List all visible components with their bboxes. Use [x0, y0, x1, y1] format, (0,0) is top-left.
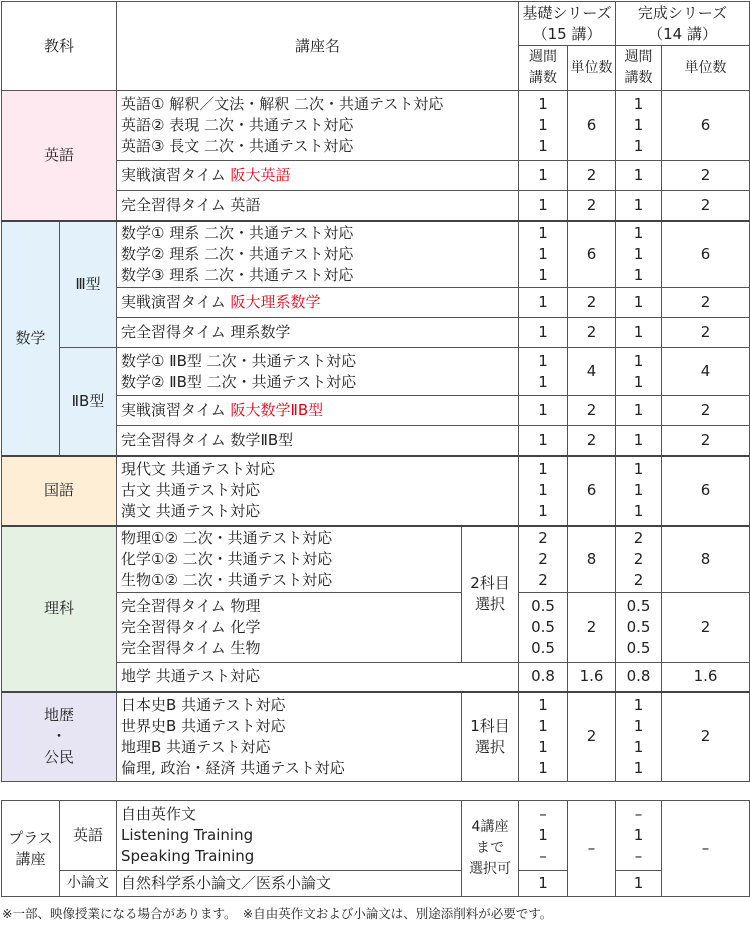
value-cell: 1 [616, 426, 662, 456]
value-cell: – [568, 801, 616, 897]
header-basic-units: 単位数 [568, 46, 616, 91]
value-cell: 2 [568, 288, 616, 318]
value-cell: 1 [616, 191, 662, 221]
value-cell: 1 [519, 288, 568, 318]
social-courses: 日本史B 共通テスト対応 世界史B 共通テスト対応 地理B 共通テスト対応 倫理, 政治・経済 共通テスト対応 [117, 692, 462, 782]
plus-essay-label: 小論文 [60, 871, 117, 897]
value-cell: 2 [662, 426, 750, 456]
science-g1-basic-weekly: 2 2 2 [519, 526, 568, 593]
value-cell: 1 [519, 318, 568, 348]
science-g1-complete-weekly: 2 2 2 [616, 526, 662, 593]
footnote: ※一部、映像授業になる場合があります。 ※自由英作文および小論文は、別途添削料が必要です。 [2, 906, 553, 921]
value-cell: 4 [568, 348, 616, 396]
value-cell: 1 [616, 318, 662, 348]
social-select-note: 1科目 選択 [462, 692, 519, 782]
value-cell: 2 [568, 191, 616, 221]
subject-english: 英語 [2, 91, 117, 221]
plus-essay-name: 自然科学系小論文／医系小論文 [117, 871, 462, 897]
value-cell: 2 [568, 396, 616, 426]
value-cell: 1 [519, 426, 568, 456]
value-cell: 2 [662, 161, 750, 191]
subject-science: 理科 [2, 526, 117, 692]
japanese-basic-weekly: 1 1 1 [519, 456, 568, 526]
value-cell: 2 [568, 593, 616, 663]
value-cell: 1 [519, 191, 568, 221]
value-cell: 1 [519, 871, 568, 897]
math3-mastery: 完全習得タイム 理系数学 [117, 318, 519, 348]
value-cell: 6 [568, 456, 616, 526]
math3-complete-weekly: 1 1 1 [616, 221, 662, 288]
science-group1-courses: 物理①② 二次・共通テスト対応 化学①② 二次・共通テスト対応 生物①② 二次・共通テスト対応 [117, 526, 462, 593]
value-cell: 1.6 [568, 663, 616, 692]
math3-basic-weekly: 1 1 1 [519, 221, 568, 288]
math2b-courses: 数学① ⅡB型 二次・共通テスト対応 数学② ⅡB型 二次・共通テスト対応 [117, 348, 519, 396]
header-course-name: 講座名 [117, 2, 519, 91]
subject-social: 地歴 ・ 公民 [2, 692, 117, 782]
plus-english-complete-weekly: – 1 – [616, 801, 662, 871]
science-group2-courses: 完全習得タイム 物理 完全習得タイム 化学 完全習得タイム 生物 [117, 593, 462, 663]
japanese-complete-weekly: 1 1 1 [616, 456, 662, 526]
value-cell: 8 [568, 526, 616, 593]
english-complete-weekly: 1 1 1 [616, 91, 662, 161]
science-select-note: 2科目 選択 [462, 526, 519, 663]
english-basic-units: 6 [568, 91, 616, 161]
plus-label: プラス 講座 [2, 801, 60, 897]
plus-english-basic-weekly: – 1 – [519, 801, 568, 871]
plus-select-note: 4講座 まで 選択可 [462, 801, 519, 897]
value-cell: 1 [616, 288, 662, 318]
value-cell: 1.6 [662, 663, 750, 692]
value-cell: 2 [568, 426, 616, 456]
plus-course-table [1, 800, 750, 897]
value-cell: 2 [662, 593, 750, 663]
value-cell: 2 [662, 396, 750, 426]
value-cell: 1 [616, 396, 662, 426]
math2b-complete-weekly: 1 1 [616, 348, 662, 396]
value-cell: 8 [662, 526, 750, 593]
value-cell: 2 [662, 318, 750, 348]
value-cell: – [662, 801, 750, 897]
value-cell: 6 [662, 456, 750, 526]
header-basic-series: 基礎シリーズ （15 講） [519, 2, 616, 46]
science-g2-complete-weekly: 0.5 0.5 0.5 [616, 593, 662, 663]
value-cell: 2 [568, 692, 616, 782]
value-cell: 2 [662, 191, 750, 221]
value-cell: 2 [568, 161, 616, 191]
social-complete-weekly: 1 1 1 1 [616, 692, 662, 782]
english-complete-units: 6 [662, 91, 750, 161]
value-cell: 6 [662, 221, 750, 288]
english-practice: 実戦演習タイム 阪大英語 [117, 161, 519, 191]
math-type2b-label: ⅡB型 [60, 348, 117, 456]
value-cell: 1 [519, 396, 568, 426]
subject-math: 数学 [2, 221, 60, 456]
header-complete-weekly: 週間 講数 [616, 46, 662, 91]
value-cell: 2 [662, 288, 750, 318]
plus-english-label: 英語 [60, 801, 117, 871]
math2b-basic-weekly: 1 1 [519, 348, 568, 396]
course-table [1, 1, 750, 782]
math-type3-label: Ⅲ型 [60, 221, 117, 348]
english-basic-weekly: 1 1 1 [519, 91, 568, 161]
science-geo: 地学 共通テスト対応 [117, 663, 519, 692]
header-complete-units: 単位数 [662, 46, 750, 91]
value-cell: 0.8 [519, 663, 568, 692]
value-cell: 0.8 [616, 663, 662, 692]
english-courses: 英語① 解釈／文法・解釈 二次・共通テスト対応 英語② 表現 二次・共通テスト対応 英語③ 長文 二次・共通テスト対応 [117, 91, 519, 161]
math2b-mastery: 完全習得タイム 数学ⅡB型 [117, 426, 519, 456]
japanese-courses: 現代文 共通テスト対応 古文 共通テスト対応 漢文 共通テスト対応 [117, 456, 519, 526]
plus-english-courses: 自由英作文 Listening Training Speaking Training [117, 801, 462, 871]
header-complete-series: 完成シリーズ （14 講） [616, 2, 750, 46]
math3-practice: 実戦演習タイム 阪大理系数学 [117, 288, 519, 318]
value-cell: 4 [662, 348, 750, 396]
science-g2-basic-weekly: 0.5 0.5 0.5 [519, 593, 568, 663]
header-basic-weekly: 週間 講数 [519, 46, 568, 91]
value-cell: 2 [662, 692, 750, 782]
english-mastery: 完全習得タイム 英語 [117, 191, 519, 221]
subject-japanese: 国語 [2, 456, 117, 526]
math2b-practice: 実戦演習タイム 阪大数学ⅡB型 [117, 396, 519, 426]
value-cell: 2 [568, 318, 616, 348]
math3-courses: 数学① 理系 二次・共通テスト対応 数学② 理系 二次・共通テスト対応 数学③ 理系 二次・共通テスト対応 [117, 221, 519, 288]
value-cell: 1 [616, 871, 662, 897]
social-basic-weekly: 1 1 1 1 [519, 692, 568, 782]
header-subject: 教科 [2, 2, 117, 91]
value-cell: 6 [568, 221, 616, 288]
value-cell: 1 [519, 161, 568, 191]
value-cell: 1 [616, 161, 662, 191]
